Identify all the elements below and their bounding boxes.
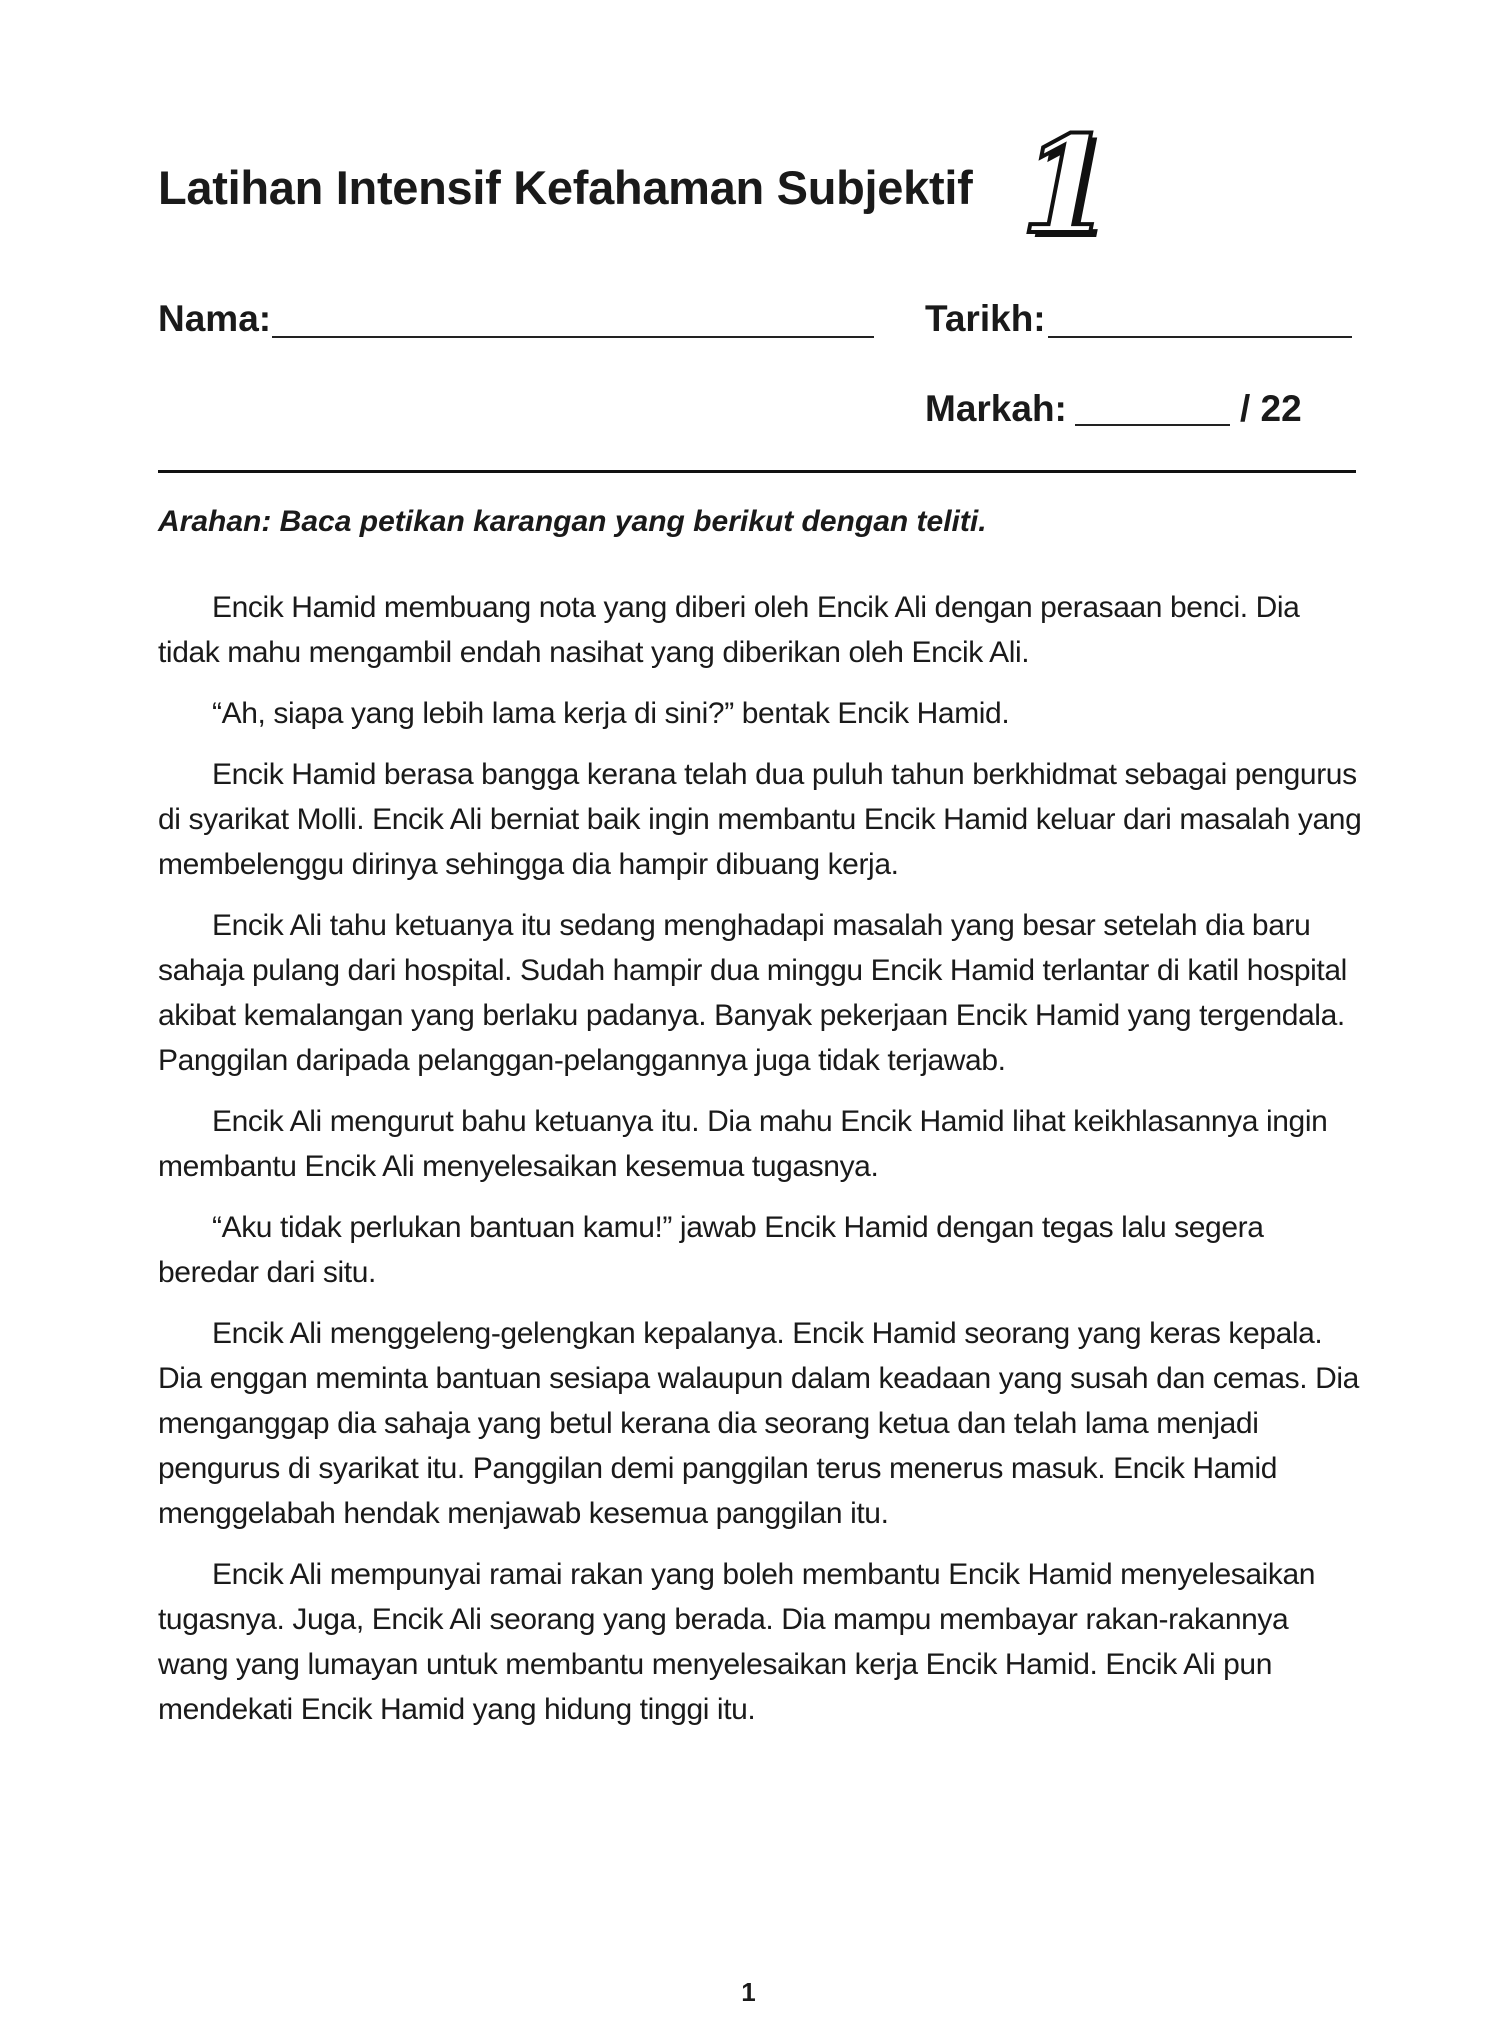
paragraph: Encik Ali menggeleng-gelengkan kepalanya. Encik Hamid seorang yang keras kepala. Dia enggan meminta bantuan sesiapa walaupun dalam keadaan yang susah dan cemas. Dia menganggap dia sahaja yang betul kerana dia seorang ketua dan telah lama menjadi pengurus di syarikat itu. Panggilan demi panggilan terus menerus masuk. Encik Hamid menggelabah hendak menjawab kesemua panggilan itu. — [158, 1317, 1359, 1530]
reading-passage — [158, 585, 1363, 1748]
name-field[interactable] — [272, 336, 874, 338]
name-label: Nama: — [158, 298, 272, 339]
date-label: Tarikh: — [925, 298, 1046, 339]
page-title: Latihan Intensif Kefahaman Subjektif — [158, 161, 973, 214]
instruction-text: Arahan: Baca petikan karangan yang berikut dengan teliti. — [158, 505, 987, 538]
paragraph: Encik Hamid berasa bangga kerana telah dua puluh tahun berkhidmat sebagai pengurus di syarikat Molli. Encik Ali berniat baik ingin membantu Encik Hamid keluar dari masalah yang membelenggu dirinya sehingga dia hampir dibuang kerja. — [158, 758, 1362, 881]
paragraph: Encik Ali mengurut bahu ketuanya itu. Dia mahu Encik Hamid lihat keikhlasannya ingin membantu Encik Ali menyelesaikan kesemua tugasnya. — [158, 1105, 1328, 1183]
date-field[interactable] — [1048, 336, 1352, 338]
marks-total: / 22 — [1240, 388, 1302, 429]
paragraph: Encik Hamid membuang nota yang diberi oleh Encik Ali dengan perasaan benci. Dia tidak mahu mengambil endah nasihat yang diberikan oleh Encik Ali. — [158, 591, 1300, 669]
marks-field[interactable] — [1075, 424, 1230, 426]
page-number: 1 — [741, 1977, 756, 2007]
paragraph: Encik Ali mempunyai ramai rakan yang boleh membantu Encik Hamid menyelesaikan tugasnya. Juga, Encik Ali seorang yang berada. Dia mampu membayar rakan-rakannya wang yang lumayan untuk membantu menyelesaikan kerja Encik Hamid. Encik Ali pun mendekati Encik Hamid yang hidung tinggi itu. — [158, 1558, 1316, 1726]
paragraph: “Ah, siapa yang lebih lama kerja di sini?” bentak Encik Hamid. — [212, 697, 1010, 730]
header-divider — [158, 470, 1356, 473]
title-row — [158, 106, 1358, 264]
exercise-number-badge: 1 — [1020, 106, 1114, 264]
paragraph: “Aku tidak perlukan bantuan kamu!” jawab Encik Hamid dengan tegas lalu segera beredar dari situ. — [158, 1211, 1264, 1289]
marks-label: Markah: — [925, 388, 1067, 429]
paragraph: Encik Ali tahu ketuanya itu sedang menghadapi masalah yang besar setelah dia baru sahaja pulang dari hospital. Sudah hampir dua minggu Encik Hamid terlantar di katil hospital akibat kemalangan yang berlaku padanya. Banyak pekerjaan Encik Hamid yang tergendala. Panggilan daripada pelanggan-pelanggannya juga tidak terjawab. — [158, 909, 1347, 1077]
